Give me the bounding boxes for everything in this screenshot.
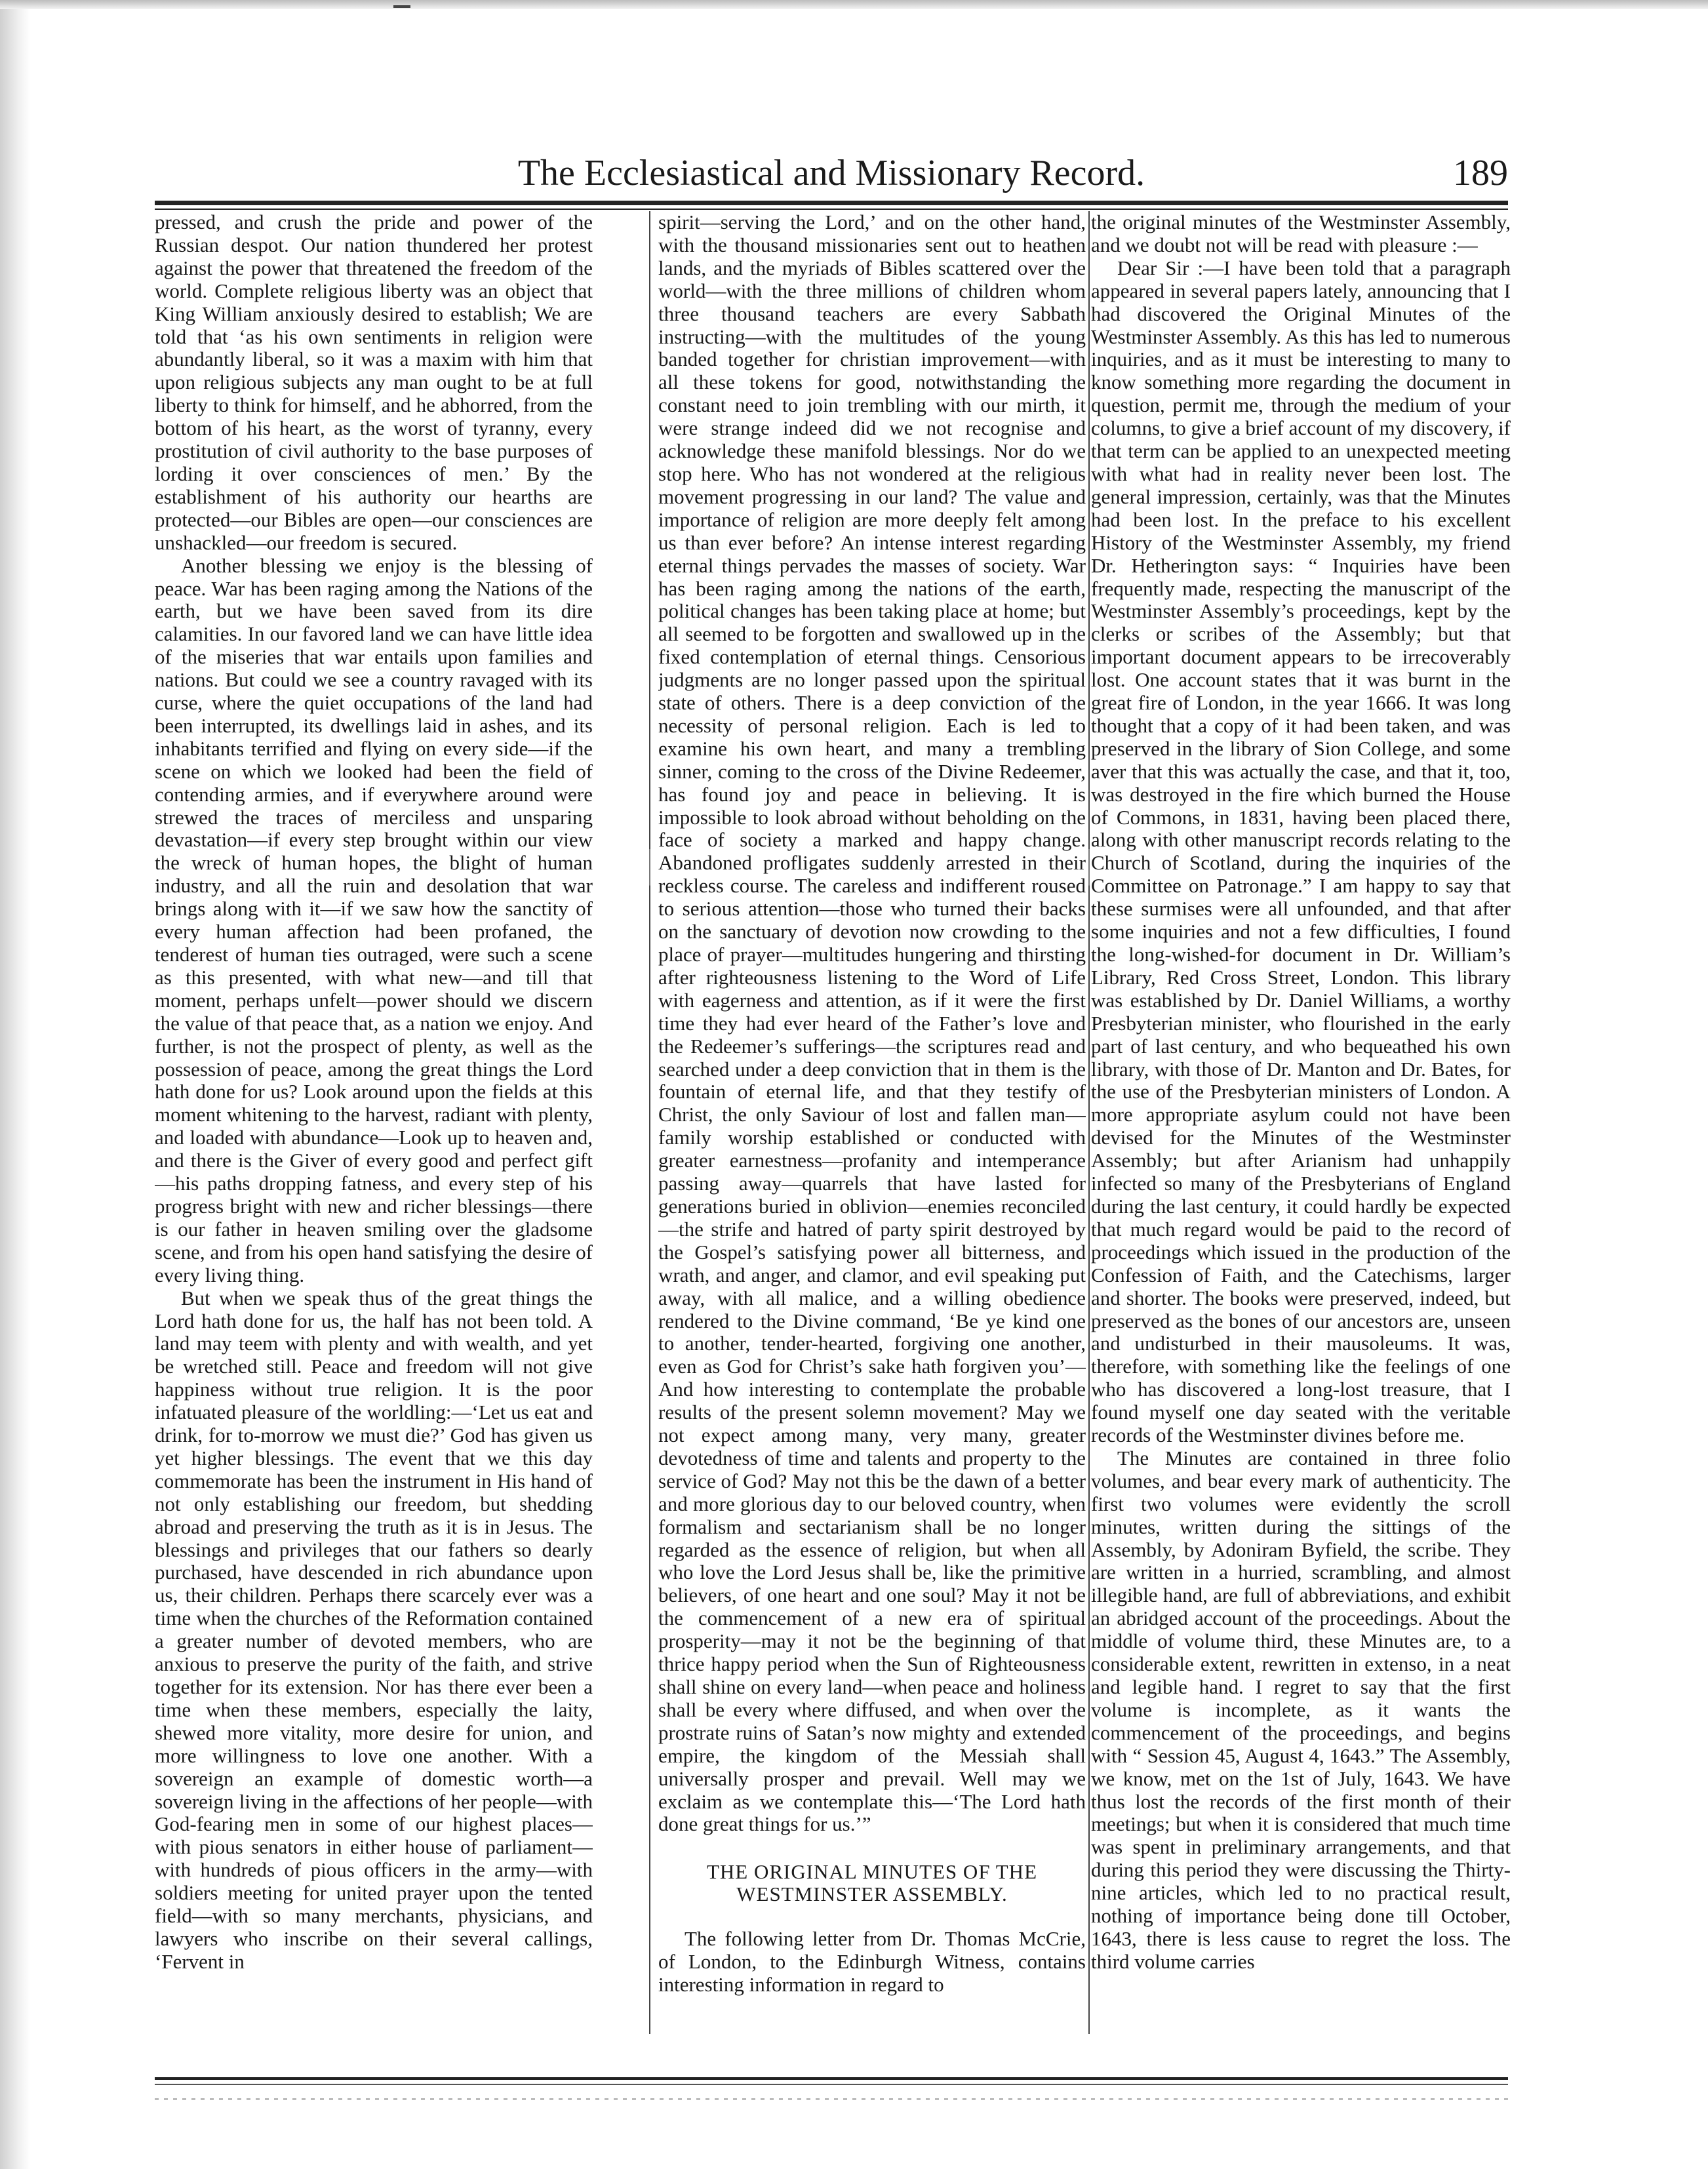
scan-noise	[155, 2098, 1508, 2100]
paragraph: Another blessing we enjoy is the blessing of peace. War has been raging among the Nations of the earth, but we have been saved from its dire calamities. In our favored land we can have little idea of the miseries that war entails upon families and nations. But could we see a country ravaged with its curse, where the quiet occupations of the land had been interrupted, its dwellings laid in ashes, and its inhabitants terrified and flying on every side—if the scene on which we looked had been the field of contending armies, and if everywhere around were strewed the traces of merciless and unsparing devastation—if every step brought within our view the wreck of human hopes, the blight of human industry, and all the ruin and desolation that war brings along with it—if we saw how the sanctity of every human affection had been profaned, the tenderest of human ties outraged, were such a scene as this presented, with what new—and till that moment, perhaps unfelt—power should we discern the value of that peace that, as a nation we enjoy. And further, is not the prospect of plenty, as well as the possession of peace, among the great things the Lord hath done for us? Look around upon the fields at this moment whitening to the harvest, radiant with plenty, and loaded with abundance—Look up to heaven and, and there is the Giver of every good and perfect gift—his paths dropping fatness, and every step of his progress bright with new and richer blessings—there is our father in heaven smiling over the gladsome scene, and from his open hand satisfying the desire of every living thing.	[155, 553, 593, 1286]
paragraph: But when we speak thus of the great things the Lord hath done for us, the half has not been told. A land may teem with plenty and with wealth, and yet be wretched still. Peace and freedom will not give happiness without true religion. It is the poor infatuated pleasure of the worldling:—‘Let us eat and drink, for to-morrow we must die?’ God has given us yet higher blessings. The event that we this day commemorate has been the instrument in His hand of not only establishing our freedom, but shedding abroad and preserving the truth as it is in Jesus. The blessings and privileges that our fathers so dearly purchased, have descended in rich abundance upon us, their children. Perhaps there scarcely ever was a time when the churches of the Reformation contained a greater number of devoted members, who are anxious to preserve the purity of the faith, and strive together for its extension. Nor has there ever been a time when these members, especially the laity, shewed more vitality, more desire for union, and more willingness to love one another. With a sovereign an example of domestic worth—a sovereign living in the affections of her people—with God-fearing men in some of our highest places—with pious senators in either house of parliament—with hundreds of pious officers in the army—with soldiers meeting for united prayer upon the tented field—with so many merchants, physicians, and lawyers who inscribe on their several callings, ‘Fervent in	[155, 1286, 593, 1973]
column-divider	[1088, 211, 1090, 2034]
running-title: The Ecclesiastical and Missionary Record.	[517, 153, 1145, 193]
paragraph: The following letter from Dr. Thomas McCrie, of London, to the Edinburgh Witness, contains interesting information in regard to	[658, 1927, 1086, 1997]
page-header	[155, 149, 1508, 197]
scan-artifact	[393, 5, 410, 8]
header-rule-thin	[155, 209, 1508, 210]
text-column-left	[155, 211, 593, 2055]
section-heading: THE ORIGINAL MINUTES OF THE WESTMINSTER ASSEMBLY.	[706, 1860, 1038, 1906]
paragraph: The Minutes are contained in three folio volumes, and bear every mark of authenticity. The first two volumes were evidently the scroll minutes, written during the sittings of the Assembly, by Adoniram Byfield, the scribe. They are written in a hurried, scrambling, and almost illegible hand, are full of abbreviations, and exhibit an abridged account of the proceedings. About the middle of volume third, these Minutes are, to a considerable extent, rewritten in extenso, in a neat and legible hand. I regret to say that the first volume is incomplete, as it wants the commencement of the proceedings, and begins with “ Session 45, August 4, 1643.” The Assembly, we know, met on the 1st of July, 1643. We have thus lost the records of the first month of their meetings; but when it is considered that much time was spent in preliminary arrangements, and that during this period they were discussing the Thirty-nine articles, which led to no practical result, nothing of importance being done till October, 1643, there is less cause to regret the loss. The third volume carries	[1091, 1446, 1511, 1973]
text-column-right	[1091, 211, 1511, 2055]
page-top-edge	[0, 0, 1708, 9]
page-binding-shadow	[0, 0, 30, 2169]
paragraph: pressed, and crush the pride and power of the Russian despot. Our nation thundered her protest against the power that threatened the freedom of the world. Complete religious liberty was an object that King William anxiously desired to establish; We are told that ‘as his own sentiments in religion were abundantly liberal, so it was a maxim with him that upon religious subjects any man ought to be at full liberty to think for himself, and he abhorred, from the bottom of his heart, as the worst of tyranny, every prostitution of civil authority to the base purposes of lording it over consciences of men.’ By the establishment of his authority our hearths are protected—our Bibles are open—our consciences are unshackled—our freedom is secured.	[155, 211, 593, 554]
paragraph: spirit—serving the Lord,’ and on the other hand, with the thousand missionaries sent out to heathen lands, and the myriads of Bibles scattered over the world—with the three millions of children whom three thousand teachers are every Sabbath instructing—with the multitudes of the young banded together for christian improvement—with all these tokens for good, notwithstanding the constant need to join trembling with our mirth, it were strange indeed did we not recognise and acknowledge these manifold blessings. Nor do we stop here. Who has not wondered at the religious movement progressing in our land? The value and importance of religion are more deeply felt among us than ever before? An intense interest regarding eternal things pervades the masses of society. War has been raging among the nations of the earth, political changes has been taking place at home; but all seemed to be forgotten and swallowed up in the fixed contemplation of eternal things. Censorious judgments are no longer passed upon the spiritual state of others. There is a deep conviction of the necessity of personal religion. Each is led to examine his own heart, and many a trembling sinner, coming to the cross of the Divine Redeemer, has found joy and peace in believing. It is impossible to look abroad without beholding on the face of society a marked and happy change. Abandoned profligates suddenly arrested in their reckless course. The careless and indifferent roused to serious attention—those who turned their backs on the sanctuary of devotion now crowding to the place of prayer—multitudes hungering and thirsting after righteousness listening to the Word of Life with eagerness and attention, as if it were the first time they had ever heard of the Father’s love and the Redeemer’s sufferings—the scriptures read and searched under a deep conviction that in them is the fountain of eternal life, and that they testify of Christ, the only Saviour of lost and fallen man—family worship established or conducted with greater earnestness—profanity and intemperance passing away—quarrels that have lasted for generations buried in oblivion—enemies reconciled—the strife and hatred of party spirit destroyed by the Gospel’s satisfying power all bitterness, and wrath, and anger, and clamor, and evil speaking put away, with all malice, and a willing obedience rendered to the Divine command, ‘Be ye kind one to another, tender-hearted, forgiving one another, even as God for Christ’s sake hath forgiven you’—And how interesting to contemplate the probable results of the present solemn movement? May we not expect among many, very many, greater devotedness of time and talents and property to the service of God? May not this be the dawn of a better and more glorious day to our beloved country, when formalism and sectarianism shall be no longer regarded as the essence of religion, but when all who love the Lord Jesus shall be, like the primitive believers, of one heart and one soul? May it not be the commencement of a new era of spiritual prosperity—may it not be the beginning of that thrice happy period when the Sun of Righteousness shall shine on every land—when peace and holiness shall be every where diffused, and when over the prostrate ruins of Satan’s now mighty and extended empire, the kingdom of the Messiah shall universally prosper and prevail. Well may we exclaim as we contemplate this—‘The Lord hath done great things for us.’”	[658, 211, 1086, 1836]
column-divider	[649, 211, 650, 2034]
footer-rule-thin	[155, 2084, 1508, 2085]
paragraph: the original minutes of the Westminster Assembly, and we doubt not will be read with pleasure :—	[1091, 211, 1511, 256]
header-rule-thick	[155, 201, 1508, 205]
text-column-middle	[658, 211, 1086, 2055]
footer-rule	[155, 2077, 1508, 2080]
letter-paragraph: Dear Sir :—I have been told that a paragraph appeared in several papers lately, announcing that I had discovered the Original Minutes of the Westminster Assembly. As this has led to numerous inquiries, and as it must be interesting to many to know something more regarding the document in question, permit me, through the medium of your columns, to give a brief account of my discovery, if that term can be applied to an unexpected meeting with what had in reality never been lost. The general impression, certainly, was that the Minutes had been lost. In the preface to his excellent History of the Westminster Assembly, my friend Dr. Hetherington says: “ Inquiries have been frequently made, respecting the manuscript of the Westminster Assembly’s proceedings, kept by the clerks or scribes of the Assembly; but that important document appears to be irrecoverably lost. One account states that it was burnt in the great fire of London, in the year 1666. It was long thought that a copy of it had been taken, and was preserved in the library of Sion College, and some aver that this was actually the case, and that it, too, was destroyed in the fire which burned the House of Commons, in 1831, having been placed there, along with other manuscript records relating to the Church of Scotland, during the inquiries of the Committee on Patronage.” I am happy to say that these surmises were all unfounded, and that after some inquiries and not a few difficulties, I found the long-wished-for document in Dr. William’s Library, Red Cross Street, London. This library was established by Dr. Daniel Williams, a worthy Presbyterian minister, who flourished in the early part of last century, and who bequeathed his own library, with those of Dr. Manton and Dr. Bates, for the use of the Presbyterian ministers of London. A more appropriate asylum could not have been devised for the Minutes of the Westminster Assembly; but after Arianism had unhappily infected so many of the Presbyterians of England during the last century, it could hardly be expected that much regard would be paid to the record of proceedings which issued in the production of the Confession of Faith, and the Catechisms, larger and shorter. The books were preserved, indeed, but preserved as the bones of our ancestors are, unseen and undisturbed in their mausoleums. It was, therefore, with something like the feelings of one who has discovered a long-lost treasure, that I found myself one day seated with the veritable records of the Westminster divines before me.	[1091, 256, 1511, 1447]
page-number: 189	[1453, 153, 1508, 193]
